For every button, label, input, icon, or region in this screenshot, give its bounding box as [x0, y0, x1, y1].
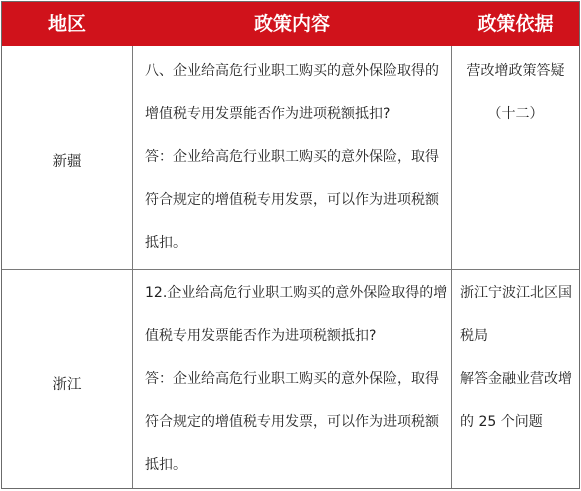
basis-line: 的 25 个问题: [460, 414, 543, 430]
basis-line: （十二）: [487, 106, 544, 122]
basis-line: 营改增政策答疑: [466, 63, 565, 79]
content-line: 抵扣。: [145, 235, 187, 251]
table-row-content: [145, 57, 445, 258]
content-line: 符合规定的增值税专用发票，可以作为进项税额: [145, 192, 439, 208]
row-divider: [2, 269, 579, 270]
table-row-basis: [452, 57, 579, 129]
content-line: 增值税专用发票能否作为进项税额抵扣?: [145, 106, 391, 122]
content-line: 符合规定的增值税专用发票，可以作为进项税额: [145, 414, 439, 430]
region-xinjiang: 新疆: [52, 154, 82, 170]
table-header: [2, 2, 579, 46]
basis-line: 解答金融业营改增: [460, 371, 572, 387]
basis-line: 税局: [460, 328, 488, 344]
content-line: 答：企业给高危行业职工购买的意外保险，取得: [145, 149, 439, 165]
header-content: 政策内容: [253, 13, 330, 35]
header-region: 地区: [47, 13, 86, 35]
table-row-content: [145, 279, 448, 480]
column-divider: [132, 46, 133, 488]
header-basis: 政策依据: [477, 13, 554, 35]
table-row-basis: [460, 279, 578, 437]
basis-line: 浙江宁波江北区国: [460, 285, 572, 301]
content-line: 12.企业给高危行业职工购买的意外保险取得的增: [145, 285, 448, 301]
policy-table: [1, 1, 580, 489]
content-line: 抵扣。: [145, 457, 187, 473]
region-zhejiang: 浙江: [52, 377, 82, 393]
content-line: 答：企业给高危行业职工购买的意外保险，取得: [145, 371, 439, 387]
content-line: 值税专用发票能否作为进项税额抵扣?: [145, 328, 377, 344]
content-line: 八、企业给高危行业职工购买的意外保险取得的: [145, 63, 439, 79]
